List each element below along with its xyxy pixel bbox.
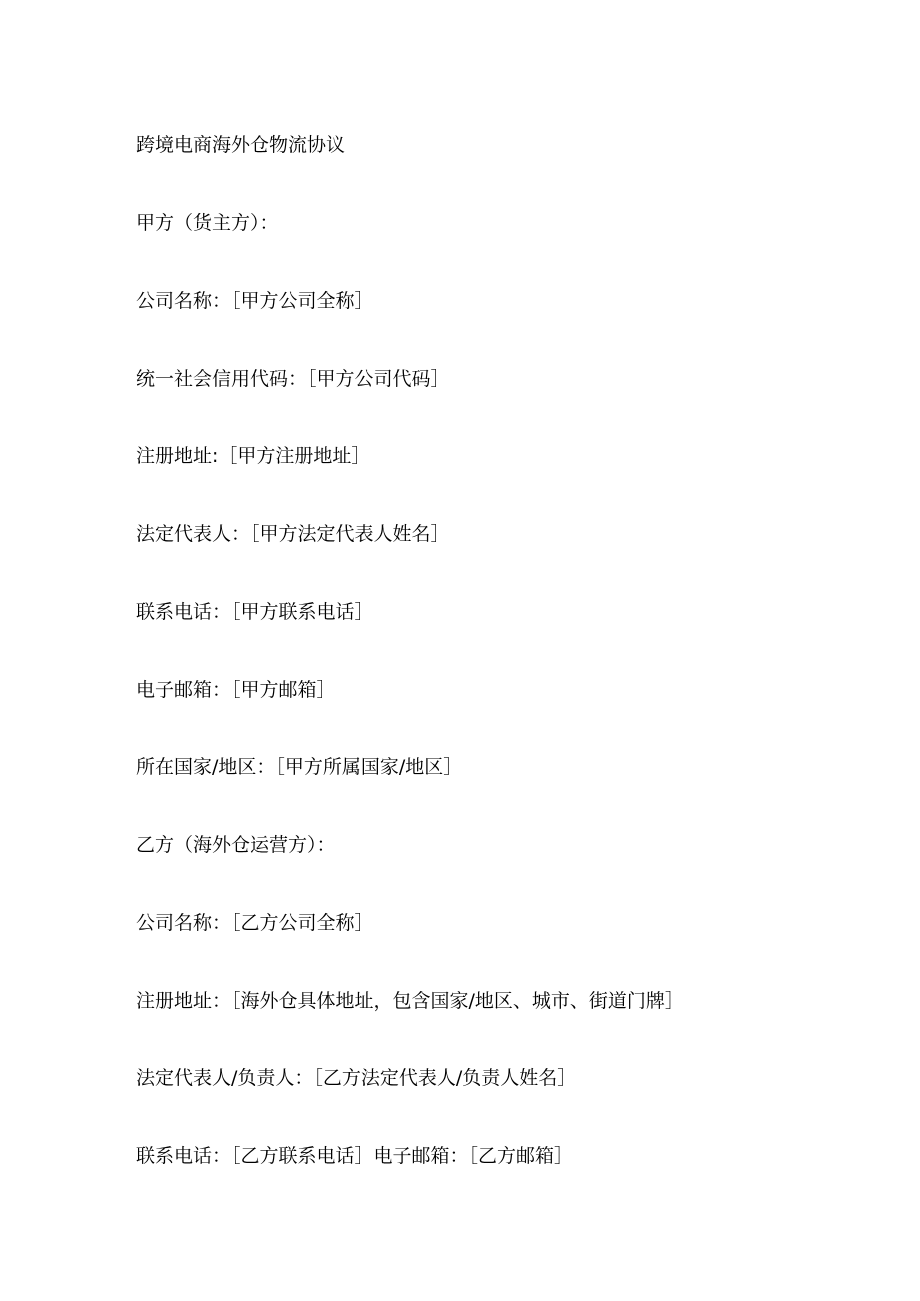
party-a-legal-representative: 法定代表人：［甲方法定代表人姓名］ [136,523,450,545]
party-a-credit-code: 统一社会信用代码：［甲方公司代码］ [136,368,450,390]
party-a-registered-address: 注册地址:［甲方注册地址］ [136,445,371,467]
party-a-email: 电子邮箱：［甲方邮箱］ [136,679,336,701]
party-b-legal-representative: 法定代表人/负责人：［乙方法定代表人/负责人姓名］ [136,1067,577,1089]
party-a-heading: 甲方（货主方）： [136,212,279,234]
document-title: 跨境电商海外仓物流协议 [136,134,346,156]
party-b-registered-address: 注册地址：［海外仓具体地址，包含国家/地区、城市、街道门牌］ [136,990,684,1012]
party-a-country-region: 所在国家/地区：［甲方所属国家/地区］ [136,756,463,778]
party-b-company-name: 公司名称：［乙方公司全称］ [136,912,374,934]
party-b-heading: 乙方（海外仓运营方）： [136,834,336,856]
party-a-company-name: 公司名称：［甲方公司全称］ [136,290,374,312]
party-b-phone-email: 联系电话：［乙方联系电话］电子邮箱：［乙方邮箱］ [136,1145,574,1167]
party-a-phone: 联系电话：［甲方联系电话］ [136,601,374,623]
